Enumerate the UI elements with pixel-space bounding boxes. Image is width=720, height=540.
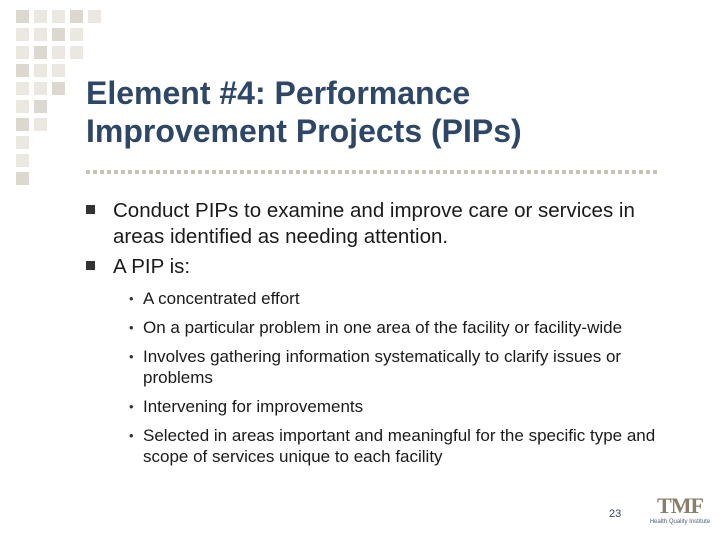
rule-dot	[583, 170, 587, 174]
rule-dot	[170, 170, 174, 174]
grid-square	[52, 28, 65, 41]
grid-square	[16, 64, 29, 77]
dot-bullet-icon: •	[129, 291, 134, 306]
rule-dot	[247, 170, 251, 174]
rule-dot	[408, 170, 412, 174]
rule-dot	[212, 170, 216, 174]
rule-dot	[478, 170, 482, 174]
grid-square	[16, 46, 29, 59]
rule-dot	[520, 170, 524, 174]
square-bullet-icon	[86, 261, 95, 270]
rule-dot	[604, 170, 608, 174]
rule-dot	[331, 170, 335, 174]
grid-square	[16, 118, 29, 131]
bullet-item	[86, 254, 676, 280]
grid-square	[34, 100, 47, 113]
rule-dot	[513, 170, 517, 174]
rule-dot	[345, 170, 349, 174]
sub-bullet-item	[86, 396, 676, 417]
rule-dot	[282, 170, 286, 174]
rule-dot	[534, 170, 538, 174]
bullet-text: Conduct PIPs to examine and improve care or services in areas identified as needing attention.	[113, 199, 635, 248]
rule-dot	[268, 170, 272, 174]
rule-dot	[86, 170, 90, 174]
rule-dot	[261, 170, 265, 174]
grid-square	[70, 46, 83, 59]
grid-square	[70, 28, 83, 41]
grid-square	[16, 154, 29, 167]
rule-dot	[359, 170, 363, 174]
rule-dot	[653, 170, 657, 174]
rule-dot	[366, 170, 370, 174]
rule-dot	[422, 170, 426, 174]
rule-dot	[114, 170, 118, 174]
rule-dot	[121, 170, 125, 174]
dot-bullet-icon: •	[129, 349, 134, 364]
rule-dot	[625, 170, 629, 174]
rule-dot	[303, 170, 307, 174]
logo-mark: TMF	[657, 493, 703, 518]
rule-dot	[338, 170, 342, 174]
rule-dot	[632, 170, 636, 174]
rule-dot	[429, 170, 433, 174]
rule-dot	[611, 170, 615, 174]
rule-dot	[415, 170, 419, 174]
rule-dot	[450, 170, 454, 174]
rule-dot	[506, 170, 510, 174]
rule-dot	[485, 170, 489, 174]
sub-bullet-item	[86, 346, 676, 388]
rule-dot	[541, 170, 545, 174]
rule-dot	[646, 170, 650, 174]
grid-square	[52, 10, 65, 23]
rule-dot	[527, 170, 531, 174]
rule-dot	[128, 170, 132, 174]
tmf-logo	[647, 492, 713, 532]
rule-dot	[310, 170, 314, 174]
rule-dot	[576, 170, 580, 174]
grid-square	[16, 172, 29, 185]
rule-dot	[590, 170, 594, 174]
sub-bullet-list	[86, 288, 676, 467]
rule-dot	[289, 170, 293, 174]
rule-dot	[562, 170, 566, 174]
grid-square	[16, 136, 29, 149]
rule-dot	[219, 170, 223, 174]
rule-dot	[387, 170, 391, 174]
rule-dot	[548, 170, 552, 174]
rule-dot	[597, 170, 601, 174]
rule-dot	[191, 170, 195, 174]
grid-square	[34, 46, 47, 59]
grid-square	[88, 10, 101, 23]
grid-square	[16, 10, 29, 23]
rule-dot	[324, 170, 328, 174]
rule-dot	[492, 170, 496, 174]
rule-dot	[373, 170, 377, 174]
rule-dot	[275, 170, 279, 174]
grid-square	[16, 100, 29, 113]
rule-dot	[471, 170, 475, 174]
grid-square	[34, 28, 47, 41]
rule-dot	[135, 170, 139, 174]
page-number: 23	[609, 508, 622, 520]
sub-bullet-item	[86, 288, 676, 309]
logo-tagline: Health Quality Institute	[649, 519, 711, 525]
rule-dot	[380, 170, 384, 174]
dot-bullet-icon: •	[129, 320, 134, 335]
rule-dot	[198, 170, 202, 174]
dot-bullet-icon: •	[129, 428, 134, 443]
grid-square	[34, 10, 47, 23]
rule-dot	[93, 170, 97, 174]
rule-dot	[240, 170, 244, 174]
grid-square	[16, 28, 29, 41]
grid-square	[52, 64, 65, 77]
rule-dot	[177, 170, 181, 174]
rule-dot	[443, 170, 447, 174]
rule-dot	[394, 170, 398, 174]
sub-bullet-text: A concentrated effort	[143, 289, 300, 308]
sub-bullet-item	[86, 425, 676, 467]
rule-dot	[233, 170, 237, 174]
rule-dot	[205, 170, 209, 174]
rule-dot	[156, 170, 160, 174]
rule-dot	[163, 170, 167, 174]
slide-body	[86, 198, 676, 475]
rule-dot	[464, 170, 468, 174]
grid-square	[70, 10, 83, 23]
grid-square	[34, 118, 47, 131]
rule-dot	[226, 170, 230, 174]
dot-bullet-icon: •	[129, 399, 134, 414]
rule-dot	[142, 170, 146, 174]
grid-square	[52, 46, 65, 59]
rule-dot	[639, 170, 643, 174]
square-bullet-icon	[86, 205, 95, 214]
sub-bullet-text: Selected in areas important and meaningful for the specific type and scope of services unique to each facility	[143, 426, 656, 466]
rule-dot	[107, 170, 111, 174]
rule-dot	[436, 170, 440, 174]
sub-bullet-text: Intervening for improvements	[143, 397, 364, 416]
dotted-rule	[86, 170, 660, 174]
rule-dot	[401, 170, 405, 174]
rule-dot	[457, 170, 461, 174]
grid-square	[34, 64, 47, 77]
bullet-item	[86, 198, 676, 250]
sub-bullet-text: Involves gathering information systematically to clarify issues or problems	[143, 347, 622, 387]
rule-dot	[149, 170, 153, 174]
sub-bullet-item	[86, 317, 676, 338]
grid-square	[16, 82, 29, 95]
rule-dot	[352, 170, 356, 174]
bullet-text: A PIP is:	[113, 255, 191, 278]
rule-dot	[569, 170, 573, 174]
sub-bullet-text: On a particular problem in one area of the facility or facility-wide	[143, 318, 623, 337]
rule-dot	[555, 170, 559, 174]
rule-dot	[296, 170, 300, 174]
rule-dot	[100, 170, 104, 174]
slide-title: Element #4: Performance Improvement Projects (PIPs)	[86, 75, 522, 149]
rule-dot	[184, 170, 188, 174]
rule-dot	[499, 170, 503, 174]
grid-square	[52, 82, 65, 95]
rule-dot	[618, 170, 622, 174]
grid-square	[34, 82, 47, 95]
rule-dot	[254, 170, 258, 174]
rule-dot	[317, 170, 321, 174]
